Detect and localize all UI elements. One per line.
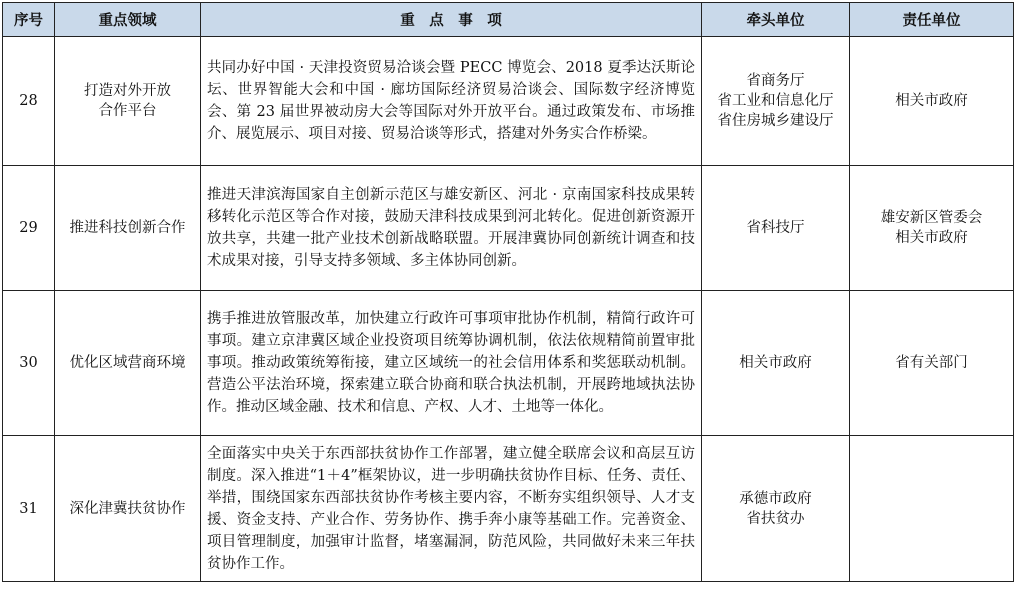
responsible-unit-line: 相关市政府 — [895, 230, 968, 246]
key-tasks-table — [2, 2, 1014, 582]
key-area-line: 合作平台 — [98, 103, 157, 119]
responsible-unit-line: 省有关部门 — [895, 355, 968, 371]
lead-unit-line: 省科技厅 — [746, 220, 805, 236]
header-responsible-unit: 责任单位 — [850, 3, 1014, 37]
key-area-line: 深化津冀扶贫协作 — [69, 500, 186, 517]
key-task-cell: 携手推进放管服改革，加快建立行政许可事项审批协作机制，精简行政许可事项。建立京津冀区域企业投资项目统筹协调机制，依法依规精简前置审批事项。推动政策统筹衔接，建立区域统一的社会信用体系和奖惩联动机制。营造公平法治环境，探索建立联合协商和联合执法机制，开展跨地域执法协作。推动区域金融、技术和信息、产权、人才、土地等一体化。 — [201, 291, 702, 436]
lead-unit-cell — [702, 166, 850, 291]
key-area-line: 推进科技创新合作 — [69, 220, 186, 236]
key-area-cell — [55, 166, 201, 291]
responsible-unit-cell — [850, 166, 1014, 291]
lead-unit-line: 相关市政府 — [739, 355, 812, 371]
key-area-cell — [55, 37, 201, 166]
responsible-unit-line: 相关市政府 — [895, 93, 968, 109]
key-area-line: 打造对外开放 — [84, 83, 171, 99]
responsible-unit-cell — [850, 37, 1014, 166]
lead-unit-cell — [702, 436, 850, 582]
table-header-row — [3, 3, 1014, 37]
header-key-area: 重点领域 — [55, 3, 201, 37]
key-area-cell — [55, 291, 201, 436]
table-row — [3, 436, 1014, 582]
header-lead-unit: 牵头单位 — [702, 3, 850, 37]
row-number: 28 — [3, 37, 55, 166]
lead-unit-line: 省工业和信息化厅 — [717, 93, 834, 109]
responsible-unit-line: 雄安新区管委会 — [880, 210, 983, 226]
lead-unit-line: 省商务厅 — [746, 73, 805, 89]
lead-unit-line: 承德市政府 — [739, 490, 812, 507]
lead-unit-cell — [702, 291, 850, 436]
key-area-line: 优化区域营商环境 — [69, 355, 186, 371]
lead-unit-line: 省扶贫办 — [746, 510, 805, 527]
table-row — [3, 166, 1014, 291]
row-number: 29 — [3, 166, 55, 291]
lead-unit-cell — [702, 37, 850, 166]
row-number: 30 — [3, 291, 55, 436]
key-area-cell — [55, 436, 201, 582]
header-key-task: 重 点 事 项 — [201, 3, 702, 37]
table-row — [3, 37, 1014, 166]
key-task-cell: 推进天津滨海国家自主创新示范区与雄安新区、河北 · 京南国家科技成果转移转化示范区等合作对接，鼓励天津科技成果到河北转化。促进创新资源开放共享，共建一批产业技术创新战略联盟。开展津冀协同创新统计调查和技术成果对接，引导支持多领域、多主体协同创新。 — [201, 166, 702, 291]
responsible-unit-cell — [850, 436, 1014, 582]
row-number: 31 — [3, 436, 55, 582]
responsible-unit-cell — [850, 291, 1014, 436]
key-task-cell: 共同办好中国 · 天津投资贸易洽谈会暨 PECC 博览会、2018 夏季达沃斯论坛、世界智能大会和中国 · 廊坊国际经济贸易洽谈会、国际数字经济博览会、第 23 届世界被动房大会等国际对外开放平台。通过政策发布、市场推介、展览展示、项目对接、贸易洽谈等形式，搭建对外务实合作桥梁。 — [201, 37, 702, 166]
table-row — [3, 291, 1014, 436]
key-task-cell: 全面落实中央关于东西部扶贫协作工作部署，建立健全联席会议和高层互访制度。深入推进“1＋4”框架协议，进一步明确扶贫协作目标、任务、责任、举措，围绕国家东西部扶贫协作考核主要内容，不断夯实组织领导、人才支援、资金支持、产业合作、劳务协作、携手奔小康等基础工作。完善资金、项目管理制度，加强审计监督，堵塞漏洞，防范风险，共同做好未来三年扶贫协作工作。 — [201, 436, 702, 582]
lead-unit-line: 省住房城乡建设厅 — [717, 113, 834, 129]
header-number: 序号 — [3, 3, 55, 37]
